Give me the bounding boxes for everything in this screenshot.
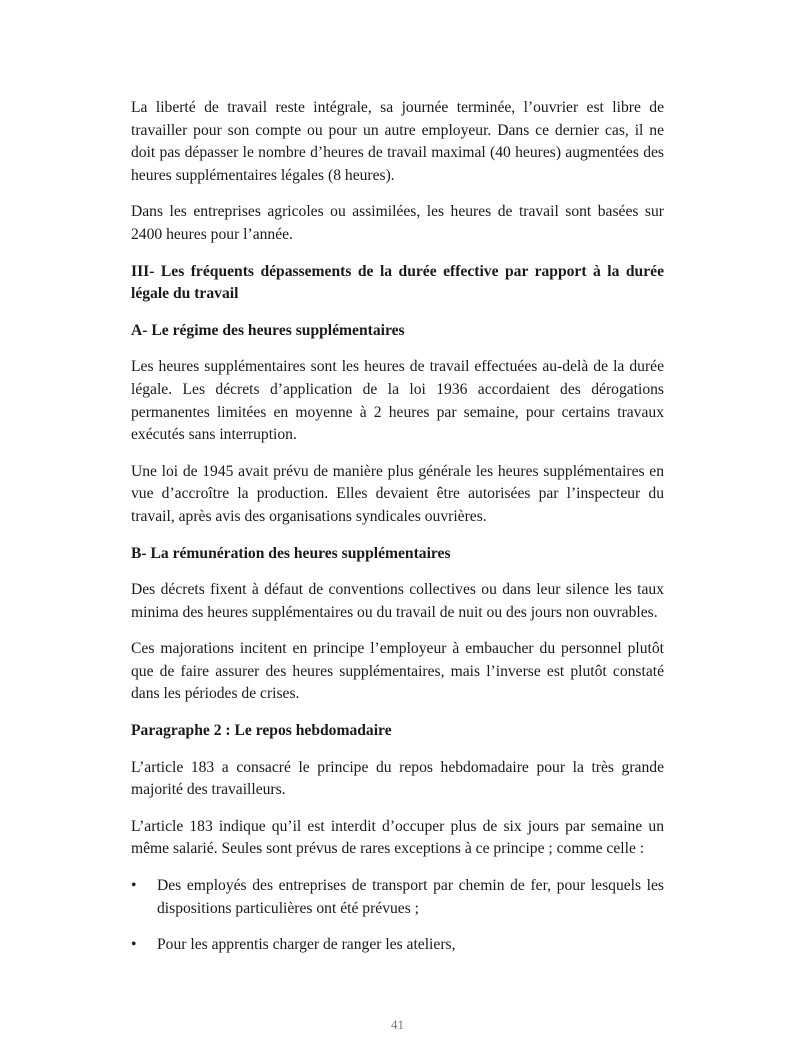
- document-page: [131, 97, 664, 971]
- list-item: [131, 875, 664, 920]
- body-paragraph: Des décrets fixent à défaut de conventions collectives ou dans leur silence les taux minima des heures supplémentaires ou du travail de nuit ou des jours non ouvrables.: [131, 581, 664, 621]
- body-paragraph: La liberté de travail reste intégrale, sa journée terminée, l’ouvrier est libre de travailler pour son compte ou pour un autre employeur. Dans ce dernier cas, il ne doit pas dépasser le nombre d’heures de travail maximal (40 heures) augmentées des heures supplémentaires légales (8 heures).: [131, 99, 664, 184]
- section-heading-a: A- Le régime des heures supplémentaires: [131, 321, 405, 339]
- list-item-text: Pour les apprentis charger de ranger les ateliers,: [157, 936, 456, 954]
- list-item-text: Des employés des entreprises de transport par chemin de fer, pour lesquels les dispositions particulières ont été prévues ;: [157, 877, 664, 917]
- body-paragraph: Dans les entreprises agricoles ou assimilées, les heures de travail sont basées sur 2400 heures pour l’année.: [131, 203, 664, 243]
- body-paragraph: L’article 183 a consacré le principe du repos hebdomadaire pour la très grande majorité des travailleurs.: [131, 758, 664, 799]
- body-paragraph: Ces majorations incitent en principe l’employeur à embaucher du personnel plutôt que de faire assurer des heures supplémentaires, mais l’inverse est plutôt constaté dans les périodes de crises.: [131, 640, 664, 703]
- page-number: 41: [391, 1017, 404, 1032]
- body-paragraph: Les heures supplémentaires sont les heures de travail effectuées au-delà de la durée légale. Les décrets d’application de la loi 1936 accordaient des dérogations permanentes limitées en moyenne à 2 heures par semaine, pour certains travaux exécutés sans interruption.: [131, 358, 664, 444]
- bullet-list: [131, 875, 664, 957]
- list-item: [131, 934, 664, 957]
- paragraph-2-heading: Paragraphe 2 : Le repos hebdomadaire: [131, 722, 392, 740]
- body-paragraph: L’article 183 indique qu’il est interdit d’occuper plus de six jours par semaine un même salarié. Seules sont prévus de rares exceptions à ce principe ; comme celle :: [131, 817, 664, 858]
- bullet-icon: •: [131, 877, 137, 895]
- body-paragraph: Une loi de 1945 avait prévu de manière plus générale les heures supplémentaires en vue d’accroître la production. Elles devaient être autorisées par l’inspecteur du travail, après avis des organisations syndicales ouvrières.: [131, 462, 664, 525]
- section-heading-b: B- La rémunération des heures supplémentaires: [131, 544, 451, 562]
- section-heading-iii: III- Les fréquents dépassements de la durée effective par rapport à la durée légale du travail: [131, 262, 664, 303]
- bullet-icon: •: [131, 936, 137, 954]
